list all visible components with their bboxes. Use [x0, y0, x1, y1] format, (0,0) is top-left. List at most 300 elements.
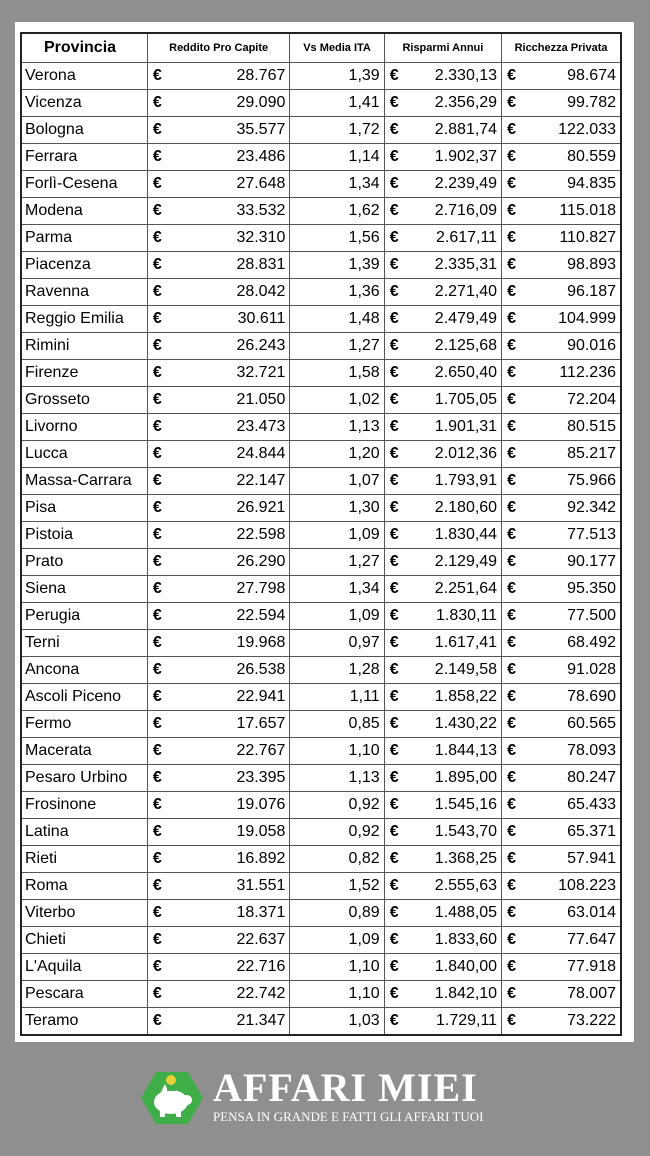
euro-symbol: € [507, 607, 516, 624]
cell-risparmi [384, 927, 501, 954]
table-row [21, 360, 621, 387]
cell-reddito-value: 17.657 [236, 715, 286, 732]
euro-symbol: € [152, 526, 162, 543]
euro-symbol: € [389, 715, 399, 732]
euro-symbol: € [507, 283, 516, 300]
cell-ricchezza-value: 99.782 [567, 94, 616, 111]
cell-reddito-value: 26.538 [236, 661, 286, 678]
cell-vs-media: 1,48 [290, 306, 384, 333]
cell-vs-media: 0,92 [290, 792, 384, 819]
cell-reddito [147, 90, 289, 117]
footer-brand [0, 1060, 650, 1140]
cell-reddito-value: 16.892 [236, 850, 286, 867]
cell-reddito [147, 711, 289, 738]
cell-reddito-value: 32.310 [236, 229, 286, 246]
euro-symbol: € [389, 67, 399, 84]
euro-symbol: € [152, 634, 162, 651]
euro-symbol: € [507, 742, 516, 759]
euro-symbol: € [389, 985, 399, 1002]
euro-symbol: € [152, 661, 162, 678]
cell-provincia: Ancona [21, 657, 147, 684]
cell-ricchezza-value: 95.350 [567, 580, 616, 597]
cell-ricchezza [502, 90, 621, 117]
euro-symbol: € [507, 148, 516, 165]
cell-risparmi-value: 2.335,31 [434, 256, 498, 273]
cell-vs-media: 1,02 [290, 387, 384, 414]
cell-risparmi [384, 846, 501, 873]
cell-provincia: Frosinone [21, 792, 147, 819]
cell-reddito [147, 144, 289, 171]
cell-risparmi [384, 495, 501, 522]
euro-symbol: € [152, 121, 162, 138]
euro-symbol: € [507, 553, 516, 570]
cell-ricchezza [502, 144, 621, 171]
cell-reddito-value: 22.742 [236, 985, 286, 1002]
cell-ricchezza-value: 60.565 [567, 715, 616, 732]
cell-risparmi [384, 306, 501, 333]
euro-symbol: € [507, 796, 516, 813]
cell-ricchezza [502, 576, 621, 603]
cell-ricchezza [502, 819, 621, 846]
euro-symbol: € [389, 796, 399, 813]
cell-reddito [147, 873, 289, 900]
cell-risparmi-value: 1.368,25 [434, 850, 498, 867]
cell-reddito [147, 306, 289, 333]
table-row [21, 333, 621, 360]
table-row [21, 117, 621, 144]
euro-symbol: € [152, 175, 162, 192]
cell-vs-media: 1,10 [290, 954, 384, 981]
piggy-bank-icon [141, 1070, 203, 1126]
cell-reddito [147, 576, 289, 603]
cell-ricchezza-value: 96.187 [567, 283, 616, 300]
cell-risparmi [384, 144, 501, 171]
cell-ricchezza [502, 792, 621, 819]
euro-symbol: € [389, 688, 399, 705]
cell-vs-media: 1,52 [290, 873, 384, 900]
euro-symbol: € [507, 769, 516, 786]
cell-risparmi [384, 711, 501, 738]
cell-reddito-value: 22.767 [236, 742, 286, 759]
cell-reddito [147, 414, 289, 441]
cell-ricchezza [502, 63, 621, 90]
cell-provincia: Fermo [21, 711, 147, 738]
cell-vs-media: 0,85 [290, 711, 384, 738]
table-row [21, 981, 621, 1008]
cell-risparmi-value: 1.729,11 [435, 1012, 498, 1029]
cell-provincia: Viterbo [21, 900, 147, 927]
cell-ricchezza [502, 630, 621, 657]
table-row [21, 198, 621, 225]
cell-risparmi [384, 873, 501, 900]
euro-symbol: € [389, 607, 399, 624]
euro-symbol: € [389, 526, 399, 543]
euro-symbol: € [152, 256, 162, 273]
table-row [21, 144, 621, 171]
cell-risparmi-value: 2.881,74 [434, 121, 498, 138]
euro-symbol: € [152, 148, 162, 165]
euro-symbol: € [507, 985, 516, 1002]
cell-reddito-value: 22.147 [236, 472, 286, 489]
cell-risparmi-value: 1.830,11 [435, 607, 498, 624]
euro-symbol: € [152, 823, 162, 840]
euro-symbol: € [389, 634, 399, 651]
cell-reddito [147, 333, 289, 360]
cell-risparmi [384, 387, 501, 414]
cell-ricchezza [502, 981, 621, 1008]
cell-ricchezza-value: 108.223 [558, 877, 616, 894]
cell-ricchezza [502, 549, 621, 576]
cell-reddito [147, 468, 289, 495]
cell-ricchezza [502, 414, 621, 441]
cell-provincia: Pisa [21, 495, 147, 522]
euro-symbol: € [389, 310, 399, 327]
header-provincia: Provincia [21, 33, 147, 63]
cell-risparmi [384, 117, 501, 144]
cell-risparmi-value: 2.479,49 [434, 310, 498, 327]
cell-risparmi-value: 1.842,10 [434, 985, 498, 1002]
cell-reddito-value: 22.598 [236, 526, 286, 543]
cell-ricchezza-value: 80.515 [567, 418, 616, 435]
cell-reddito-value: 23.486 [236, 148, 286, 165]
cell-ricchezza [502, 684, 621, 711]
cell-reddito [147, 198, 289, 225]
cell-provincia: Verona [21, 63, 147, 90]
euro-symbol: € [152, 67, 162, 84]
cell-reddito-value: 27.648 [236, 175, 286, 192]
cell-reddito-value: 18.371 [236, 904, 286, 921]
cell-vs-media: 1,07 [290, 468, 384, 495]
cell-risparmi-value: 1.895,00 [434, 769, 498, 786]
cell-vs-media: 1,09 [290, 603, 384, 630]
cell-reddito [147, 171, 289, 198]
cell-reddito-value: 22.716 [236, 958, 286, 975]
cell-risparmi-value: 1.833,60 [434, 931, 498, 948]
cell-risparmi-value: 1.793,91 [434, 472, 498, 489]
table-row [21, 657, 621, 684]
cell-ricchezza [502, 279, 621, 306]
cell-risparmi-value: 1.830,44 [434, 526, 498, 543]
euro-symbol: € [152, 877, 162, 894]
cell-vs-media: 1,34 [290, 171, 384, 198]
euro-symbol: € [152, 742, 162, 759]
euro-symbol: € [389, 850, 399, 867]
cell-reddito-value: 26.243 [236, 337, 286, 354]
cell-provincia: Chieti [21, 927, 147, 954]
euro-symbol: € [152, 229, 162, 246]
header-risparmi: Risparmi Annui [384, 33, 501, 63]
euro-symbol: € [389, 580, 399, 597]
cell-risparmi-value: 2.012,36 [434, 445, 498, 462]
cell-ricchezza-value: 94.835 [567, 175, 616, 192]
cell-vs-media: 1,72 [290, 117, 384, 144]
euro-symbol: € [507, 418, 516, 435]
cell-provincia: Pescara [21, 981, 147, 1008]
cell-provincia: Macerata [21, 738, 147, 765]
table-row [21, 1008, 621, 1036]
cell-ricchezza-value: 77.513 [567, 526, 616, 543]
cell-risparmi-value: 2.330,13 [434, 67, 498, 84]
table-card [15, 22, 634, 1042]
table-row [21, 711, 621, 738]
cell-provincia: Terni [21, 630, 147, 657]
cell-reddito-value: 23.473 [236, 418, 286, 435]
table-row [21, 225, 621, 252]
euro-symbol: € [389, 1012, 399, 1029]
table-row [21, 846, 621, 873]
cell-reddito [147, 792, 289, 819]
euro-symbol: € [507, 823, 516, 840]
euro-symbol: € [389, 499, 399, 516]
euro-symbol: € [507, 877, 516, 894]
cell-risparmi [384, 468, 501, 495]
euro-symbol: € [507, 229, 516, 246]
cell-risparmi-value: 2.617,11 [435, 229, 498, 246]
euro-symbol: € [507, 1012, 516, 1029]
euro-symbol: € [507, 256, 516, 273]
euro-symbol: € [152, 499, 162, 516]
euro-symbol: € [507, 175, 516, 192]
cell-vs-media: 0,97 [290, 630, 384, 657]
cell-risparmi [384, 954, 501, 981]
table-row [21, 414, 621, 441]
cell-reddito [147, 63, 289, 90]
table-row [21, 900, 621, 927]
euro-symbol: € [389, 202, 399, 219]
euro-symbol: € [152, 958, 162, 975]
cell-risparmi [384, 522, 501, 549]
cell-risparmi [384, 198, 501, 225]
euro-symbol: € [152, 931, 162, 948]
cell-risparmi [384, 441, 501, 468]
cell-reddito [147, 549, 289, 576]
cell-ricchezza-value: 98.893 [567, 256, 616, 273]
cell-ricchezza [502, 198, 621, 225]
cell-provincia: L'Aquila [21, 954, 147, 981]
cell-risparmi-value: 2.251,64 [434, 580, 498, 597]
cell-ricchezza-value: 98.674 [567, 67, 616, 84]
cell-ricchezza [502, 846, 621, 873]
euro-symbol: € [507, 715, 516, 732]
cell-risparmi [384, 333, 501, 360]
cell-reddito-value: 24.844 [236, 445, 286, 462]
euro-symbol: € [507, 958, 516, 975]
table-row [21, 954, 621, 981]
euro-symbol: € [507, 121, 516, 138]
cell-risparmi [384, 630, 501, 657]
cell-ricchezza-value: 91.028 [567, 661, 616, 678]
euro-symbol: € [389, 283, 399, 300]
cell-provincia: Parma [21, 225, 147, 252]
euro-symbol: € [389, 256, 399, 273]
cell-ricchezza [502, 954, 621, 981]
euro-symbol: € [152, 418, 162, 435]
cell-ricchezza [502, 468, 621, 495]
euro-symbol: € [389, 472, 399, 489]
cell-vs-media: 1,41 [290, 90, 384, 117]
cell-vs-media: 1,03 [290, 1008, 384, 1036]
header-ricchezza: Ricchezza Privata [502, 33, 621, 63]
cell-ricchezza-value: 72.204 [567, 391, 616, 408]
euro-symbol: € [389, 94, 399, 111]
cell-ricchezza-value: 122.033 [558, 121, 616, 138]
cell-ricchezza [502, 333, 621, 360]
cell-ricchezza [502, 1008, 621, 1036]
cell-ricchezza-value: 78.093 [567, 742, 616, 759]
cell-vs-media: 1,13 [290, 414, 384, 441]
cell-provincia: Ferrara [21, 144, 147, 171]
table-row [21, 468, 621, 495]
cell-reddito [147, 819, 289, 846]
euro-symbol: € [507, 850, 516, 867]
cell-reddito-value: 35.577 [236, 121, 286, 138]
cell-reddito [147, 846, 289, 873]
cell-vs-media: 0,82 [290, 846, 384, 873]
cell-reddito-value: 28.767 [236, 67, 286, 84]
euro-symbol: € [152, 580, 162, 597]
cell-vs-media: 1,10 [290, 738, 384, 765]
cell-vs-media: 1,56 [290, 225, 384, 252]
cell-reddito-value: 23.395 [236, 769, 286, 786]
cell-reddito [147, 279, 289, 306]
euro-symbol: € [152, 1012, 162, 1029]
euro-symbol: € [152, 985, 162, 1002]
cell-provincia: Massa-Carrara [21, 468, 147, 495]
cell-reddito-value: 22.594 [236, 607, 286, 624]
cell-ricchezza [502, 603, 621, 630]
euro-symbol: € [152, 391, 162, 408]
cell-provincia: Bologna [21, 117, 147, 144]
cell-reddito-value: 26.290 [236, 553, 286, 570]
euro-symbol: € [389, 391, 399, 408]
euro-symbol: € [507, 688, 516, 705]
cell-reddito [147, 657, 289, 684]
cell-vs-media: 0,92 [290, 819, 384, 846]
cell-ricchezza [502, 873, 621, 900]
cell-reddito [147, 630, 289, 657]
cell-ricchezza-value: 77.647 [567, 931, 616, 948]
euro-symbol: € [152, 715, 162, 732]
euro-symbol: € [507, 445, 516, 462]
cell-ricchezza-value: 110.827 [559, 229, 616, 246]
cell-vs-media: 1,39 [290, 252, 384, 279]
euro-symbol: € [389, 337, 399, 354]
cell-provincia: Teramo [21, 1008, 147, 1036]
table-row [21, 495, 621, 522]
euro-symbol: € [389, 742, 399, 759]
euro-symbol: € [507, 310, 516, 327]
cell-provincia: Ascoli Piceno [21, 684, 147, 711]
cell-reddito-value: 19.076 [236, 796, 286, 813]
cell-provincia: Firenze [21, 360, 147, 387]
cell-ricchezza [502, 657, 621, 684]
brand-tagline: PENSA IN GRANDE E FATTI GLI AFFARI TUOI [213, 1109, 484, 1124]
table-row [21, 387, 621, 414]
cell-reddito [147, 387, 289, 414]
cell-provincia: Perugia [21, 603, 147, 630]
cell-risparmi [384, 549, 501, 576]
cell-vs-media: 1,30 [290, 495, 384, 522]
cell-ricchezza-value: 90.016 [567, 337, 616, 354]
cell-reddito-value: 22.637 [236, 931, 286, 948]
table-row [21, 603, 621, 630]
cell-reddito-value: 28.042 [236, 283, 286, 300]
cell-vs-media: 1,11 [290, 684, 384, 711]
cell-provincia: Pesaro Urbino [21, 765, 147, 792]
cell-ricchezza-value: 78.007 [567, 985, 616, 1002]
cell-ricchezza-value: 77.918 [567, 958, 616, 975]
cell-vs-media: 1,14 [290, 144, 384, 171]
cell-vs-media: 1,09 [290, 522, 384, 549]
euro-symbol: € [389, 121, 399, 138]
cell-risparmi-value: 1.543,70 [434, 823, 498, 840]
cell-provincia: Vicenza [21, 90, 147, 117]
euro-symbol: € [389, 823, 399, 840]
euro-symbol: € [152, 607, 162, 624]
cell-reddito-value: 33.532 [236, 202, 286, 219]
cell-ricchezza-value: 77.500 [567, 607, 616, 624]
cell-vs-media: 0,89 [290, 900, 384, 927]
cell-risparmi-value: 1.705,05 [434, 391, 498, 408]
cell-ricchezza [502, 387, 621, 414]
cell-provincia: Pistoia [21, 522, 147, 549]
cell-reddito-value: 21.050 [236, 391, 286, 408]
cell-reddito-value: 22.941 [236, 688, 286, 705]
cell-ricchezza [502, 117, 621, 144]
euro-symbol: € [507, 472, 516, 489]
cell-vs-media: 1,09 [290, 927, 384, 954]
cell-ricchezza-value: 112.236 [559, 364, 616, 381]
cell-risparmi [384, 279, 501, 306]
euro-symbol: € [389, 661, 399, 678]
cell-provincia: Ravenna [21, 279, 147, 306]
cell-ricchezza [502, 711, 621, 738]
cell-risparmi [384, 684, 501, 711]
cell-ricchezza [502, 306, 621, 333]
table-row [21, 549, 621, 576]
euro-symbol: € [389, 175, 399, 192]
cell-ricchezza [502, 495, 621, 522]
cell-reddito-value: 28.831 [236, 256, 286, 273]
cell-reddito-value: 19.058 [236, 823, 286, 840]
cell-ricchezza-value: 78.690 [567, 688, 616, 705]
cell-risparmi [384, 981, 501, 1008]
euro-symbol: € [389, 229, 399, 246]
cell-ricchezza [502, 171, 621, 198]
cell-reddito [147, 900, 289, 927]
euro-symbol: € [389, 418, 399, 435]
euro-symbol: € [507, 67, 516, 84]
cell-risparmi [384, 171, 501, 198]
table-row [21, 441, 621, 468]
euro-symbol: € [507, 634, 516, 651]
cell-reddito [147, 117, 289, 144]
cell-reddito [147, 522, 289, 549]
table-row [21, 630, 621, 657]
cell-reddito [147, 603, 289, 630]
euro-symbol: € [507, 580, 516, 597]
province-income-table [20, 32, 622, 1036]
cell-vs-media: 1,27 [290, 549, 384, 576]
euro-symbol: € [152, 796, 162, 813]
cell-ricchezza-value: 57.941 [567, 850, 616, 867]
cell-reddito [147, 225, 289, 252]
cell-risparmi-value: 2.129,49 [434, 553, 498, 570]
cell-risparmi-value: 1.858,22 [434, 688, 498, 705]
table-row [21, 279, 621, 306]
euro-symbol: € [389, 904, 399, 921]
cell-risparmi [384, 63, 501, 90]
